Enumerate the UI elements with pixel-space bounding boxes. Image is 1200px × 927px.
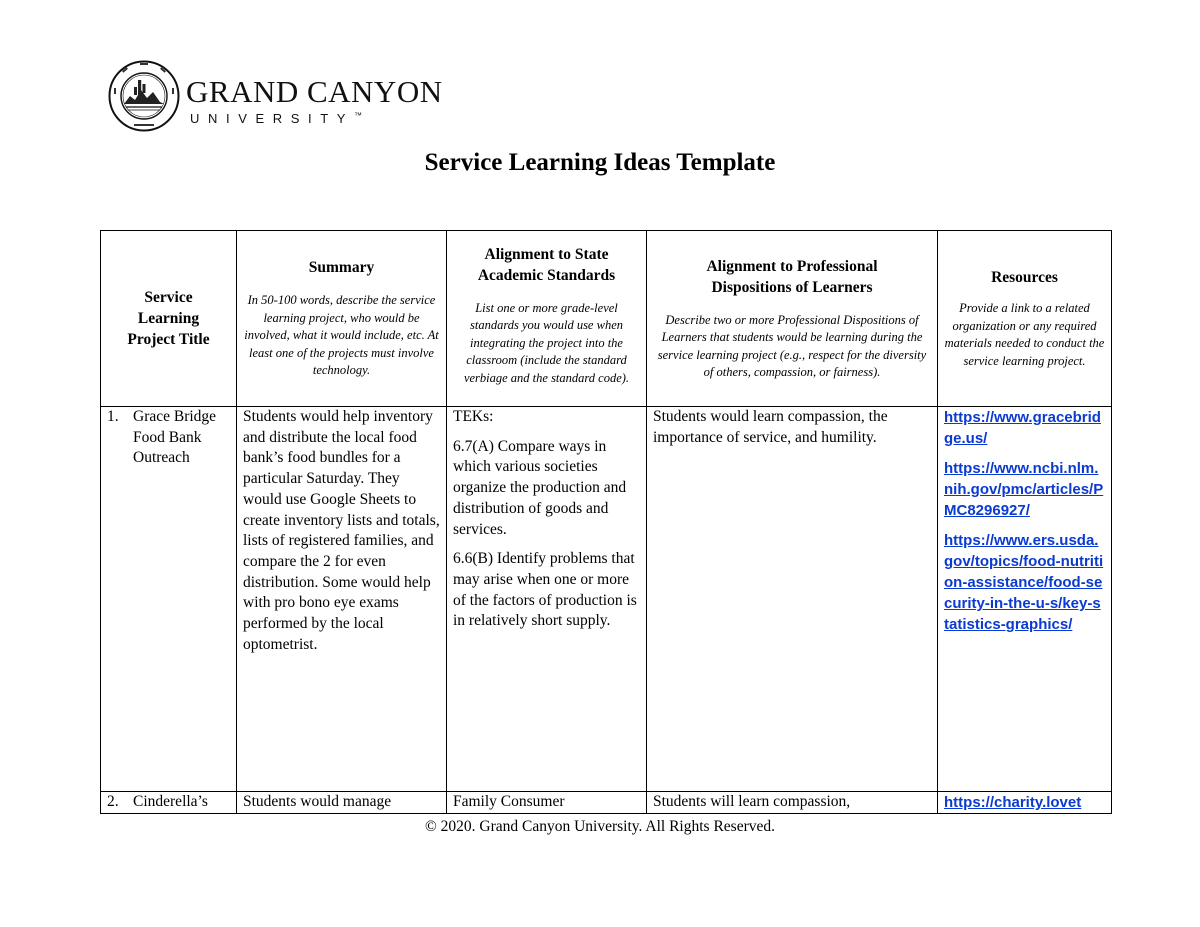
logo-subtitle: UNIVERSITY™ — [190, 111, 363, 126]
trademark-mark: ™ — [354, 111, 363, 120]
row2-number: 2. — [107, 793, 119, 810]
row1-standards-heading: TEKs: — [453, 408, 494, 425]
row2-summary-cell — [237, 792, 447, 814]
university-seal-icon — [108, 60, 180, 132]
header-resources — [938, 231, 1112, 407]
table-row — [101, 792, 1112, 814]
header-project-title-label: Service Learning Project Title — [127, 289, 210, 348]
resource-link-gracebridge[interactable]: https://www.gracebridge.us/ — [944, 409, 1101, 447]
header-dispositions-instruction: Describe two or more Professional Dispositions of Learners that students would be learning during the service learning project (e.g., respect for the diversity of others, compassion, or fairness). — [657, 312, 927, 379]
gcu-logo — [108, 60, 443, 132]
row1-summary-cell — [237, 407, 447, 792]
row1-dispositions-cell — [647, 407, 938, 792]
row2-dispositions: Students will learn compassion, — [653, 793, 851, 810]
header-standards-label: Alignment to State Academic Standards — [477, 245, 616, 284]
row1-standard-2: 6.6(B) Identify problems that may arise when one or more of the factors of production is in relatively short supply. — [453, 550, 637, 630]
header-resources-instruction: Provide a link to a related organization or any required materials needed to conduct the service learning project. — [944, 301, 1105, 368]
row1-title: Grace Bridge Food Bank Outreach — [133, 408, 217, 467]
table-header-row — [101, 231, 1112, 407]
row1-standards-cell — [447, 407, 647, 792]
resource-link-ncbi[interactable]: https://www.ncbi.nlm.nih.gov/pmc/articles/PMC8296927/ — [944, 460, 1104, 519]
header-resources-label: Resources — [991, 269, 1058, 286]
row2-dispositions-cell — [647, 792, 938, 814]
row1-dispositions: Students would learn compassion, the importance of service, and humility. — [653, 408, 888, 446]
header-standards-instruction: List one or more grade-level standards you would use when integrating the project into the classroom (include the standard verbiage and the standard code). — [463, 300, 630, 385]
document-title: Service Learning Ideas Template — [424, 149, 776, 176]
header-dispositions — [647, 231, 938, 407]
header-project-title — [101, 231, 237, 407]
row1-number: 1. — [107, 408, 119, 425]
header-summary — [237, 231, 447, 407]
row2-summary: Students would manage — [243, 793, 392, 810]
header-summary-instruction: In 50-100 words, describe the service learning project, who would be involved, what it would include, etc. At least one of the projects must involve technology. — [244, 293, 439, 378]
row1-title-cell — [101, 407, 237, 792]
row2-resources-cell — [938, 792, 1112, 814]
header-dispositions-label: Alignment to Professional Dispositions of Learners — [706, 257, 878, 296]
logo-name: GRAND CANYON — [186, 74, 443, 109]
resource-link-charity[interactable]: https://charity.lovet — [944, 794, 1082, 811]
row2-standards-cell — [447, 792, 647, 814]
header-summary-label: Summary — [308, 259, 375, 277]
row2-title-cell — [101, 792, 237, 814]
service-learning-table — [100, 230, 1112, 814]
row2-title: Cinderella’s — [133, 793, 208, 810]
copyright-footer: © 2020. Grand Canyon University. All Rights Reserved. — [424, 818, 775, 835]
table-row — [101, 407, 1112, 792]
row2-standards: Family Consumer — [453, 793, 565, 810]
header-standards — [447, 231, 647, 407]
row1-summary: Students would help inventory and distribute the local food bank’s food bundles for a particular Saturday. They would use Google Sheets to create inventory lists and totals, lists of registered families, and compare the 2 for even distribution. Some would help with pro bono eye exams performed by the local optometrist. — [243, 408, 440, 653]
resource-link-ers-usda[interactable]: https://www.ers.usda.gov/topics/food-nutrition-assistance/food-security-in-the-u-s/key-statistics-graphics/ — [944, 532, 1104, 633]
row1-resources-cell — [938, 407, 1112, 792]
row1-standard-1: 6.7(A) Compare ways in which various societies organize the production and distribution of goods and services. — [453, 437, 627, 538]
